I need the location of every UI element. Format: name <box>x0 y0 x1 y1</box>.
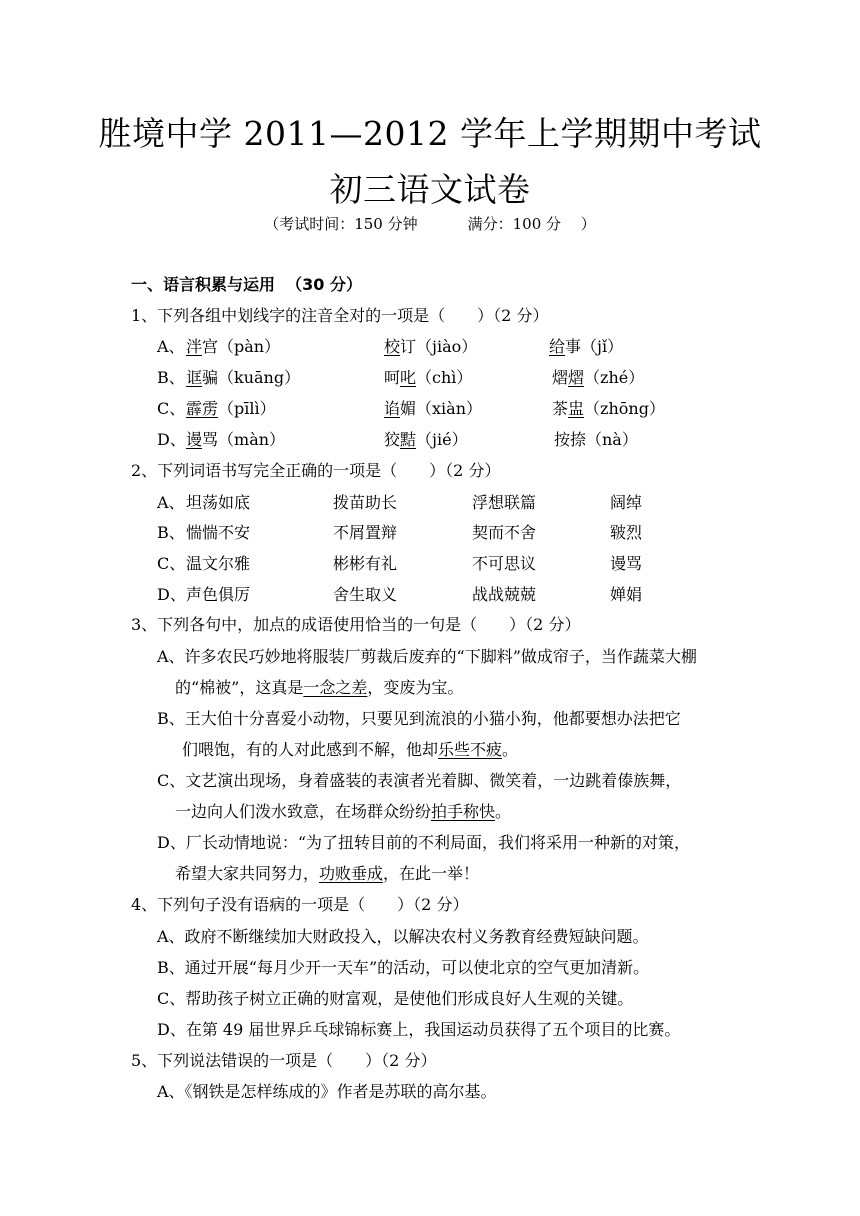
q2-word: 皲烈 <box>610 523 643 542</box>
q4-option-d: D、在第 49 届世界乒乓球锦标赛上，我国运动员获得了五个项目的比赛。 <box>157 1020 681 1039</box>
q1-option-label: D、 <box>157 430 186 449</box>
question-5-stem: 5、下列说法错误的一项是（ ）（2 分） <box>131 1051 437 1070</box>
q3-option-a-line1: A、许多农民巧妙地将服装厂剪裁后废弃的“下脚料”做成帘子，当作蔬菜大棚 <box>157 647 697 666</box>
q2-word: 拨苗助长 <box>333 493 398 512</box>
q3-option-c-line1: C、文艺演出现场，身着盛装的表演者光着脚、微笑着，一边跳着傣族舞， <box>157 771 682 790</box>
exam-info <box>0 214 860 234</box>
q1-a-item-2: 校订（jiào） <box>384 337 478 356</box>
q2-option-label: C、 <box>157 554 186 573</box>
q1-a-item-3: 给事（jǐ） <box>549 337 624 356</box>
question-3-stem: 3、下列各句中，加点的成语使用恰当的一句是（ ）（2 分） <box>131 615 581 634</box>
q2-word: 婵娟 <box>610 585 643 604</box>
q2-word: 舍生取义 <box>333 585 398 604</box>
q4-option-a: A、政府不断继续加大财政投入，以解决农村义务教育经费短缺问题。 <box>157 927 649 946</box>
full-score: 满分：100 分 ） <box>467 215 596 233</box>
q2-word: 浮想联篇 <box>472 493 537 512</box>
q2-word: 坦荡如底 <box>186 493 251 512</box>
q4-option-b: B、通过开展“每月少开一天车”的活动，可以使北京的空气更加清新。 <box>157 958 650 977</box>
q1-c-item-1: 霹雳（pīlì） <box>186 399 276 418</box>
q1-b-item-3: 熠熠（zhé） <box>552 368 645 387</box>
question-4-stem: 4、下列句子没有语病的一项是（ ）（2 分） <box>131 895 469 914</box>
exam-subtitle: 初三语文试卷 <box>329 170 531 209</box>
q1-option-label: B、 <box>157 368 185 387</box>
q2-word: 温文尔雅 <box>186 554 251 573</box>
q1-d-item-3: 按捺（nà） <box>554 430 638 449</box>
q3-option-d-line2: 希望大家共同努力，功败垂成，在此一举！ <box>175 864 480 883</box>
q1-d-item-2: 狡黠（jié） <box>384 430 468 449</box>
q2-word: 不可思议 <box>472 554 537 573</box>
section-heading: 一、语言积累与运用 （30 分） <box>131 275 362 294</box>
exam-title: 胜境中学 2011—2012 学年上学期期中考试 <box>98 114 762 153</box>
exam-time: （考试时间：150 分钟 <box>264 215 418 233</box>
q3-option-b-line1: B、王大伯十分喜爱小动物，只要见到流浪的小猫小狗，他都要想办法把它 <box>157 709 681 728</box>
q2-word: 契而不舍 <box>472 523 537 542</box>
q2-option-label: B、 <box>157 523 185 542</box>
q2-word: 不屑置辩 <box>333 523 398 542</box>
q2-word: 战战兢兢 <box>472 585 537 604</box>
q1-c-item-2: 谄媚（xiàn） <box>384 399 483 418</box>
q3-option-c-line2: 一边向人们泼水致意，在场群众纷纷拍手称快。 <box>175 802 512 821</box>
q2-word: 谩骂 <box>610 554 643 573</box>
q2-word: 声色俱厉 <box>186 585 251 604</box>
q1-option-label: A、 <box>157 337 185 356</box>
q2-option-label: D、 <box>157 585 186 604</box>
q3-option-a-line2: 的“棉被”，这真是一念之差，变废为宝。 <box>175 678 464 697</box>
q2-word: 阔绰 <box>610 493 643 512</box>
q1-d-item-1: 谩骂（màn） <box>186 430 286 449</box>
q2-option-label: A、 <box>157 493 185 512</box>
q1-b-item-1: 诓骗（kuāng） <box>186 368 301 387</box>
q2-word: 惴惴不安 <box>186 523 251 542</box>
question-1-stem: 1、下列各组中划线字的注音全对的一项是（ ）（2 分） <box>131 306 549 325</box>
q1-c-item-3: 茶盅（zhōng） <box>552 399 665 418</box>
q1-b-item-2: 呵叱（chì） <box>384 368 473 387</box>
q4-option-c: C、帮助孩子树立正确的财富观，是使他们形成良好人生观的关键。 <box>157 989 634 1008</box>
q2-word: 彬彬有礼 <box>333 554 398 573</box>
q5-option-a: A、《钢铁是怎样练成的》作者是苏联的高尔基。 <box>157 1082 497 1101</box>
q3-option-d-line1: D、厂长动情地说：“为了扭转目前的不利局面，我们将采用一种新的对策， <box>157 833 691 852</box>
question-2-stem: 2、下列词语书写完全正确的一项是（ ）（2 分） <box>131 461 501 480</box>
q1-a-item-1: 泮宫（pàn） <box>186 337 281 356</box>
q1-option-label: C、 <box>157 399 186 418</box>
q3-option-b-line2: 们喂饱，有的人对此感到不解，他却乐些不疲。 <box>182 740 519 759</box>
